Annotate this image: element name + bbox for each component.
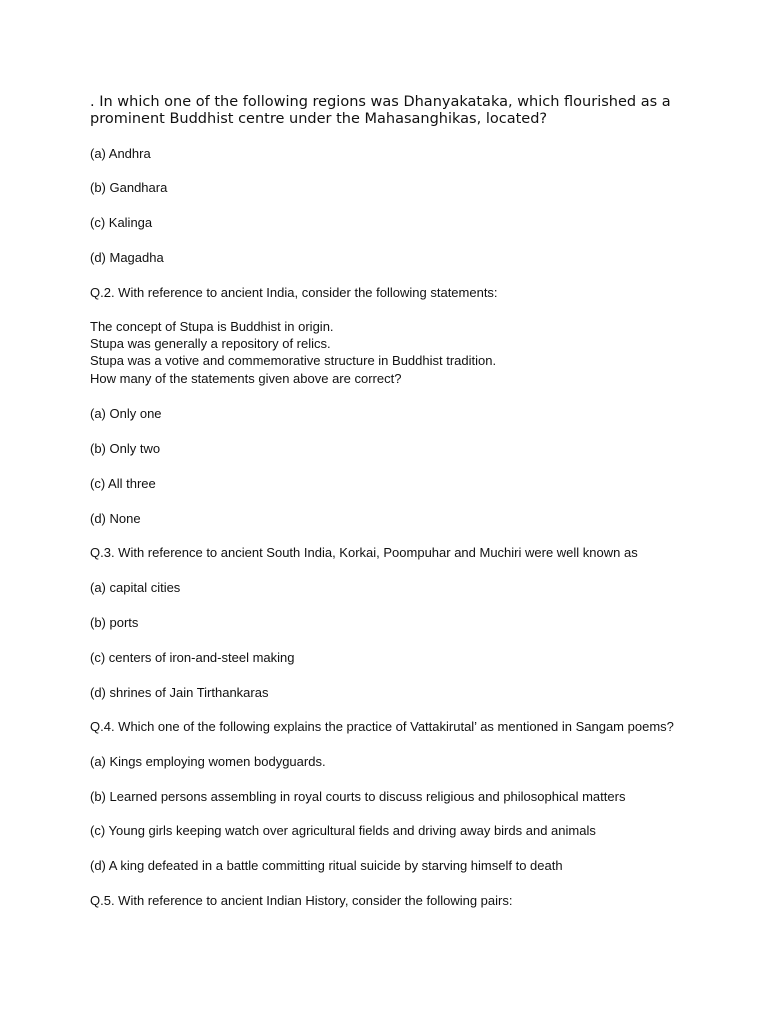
question-3-option-d: (d) shrines of Jain Tirthankaras — [90, 685, 269, 700]
question-2-text: Q.2. With reference to ancient India, consider the following statements: — [90, 285, 498, 300]
question-1-line-1: . In which one of the following regions was Dhanyakataka, which flourished as a — [90, 94, 671, 110]
question-2-statement-3: Stupa was a votive and commemorative structure in Buddhist tradition. — [90, 353, 497, 368]
question-3-option-b: (b) ports — [90, 615, 139, 630]
question-2-statement-1: The concept of Stupa is Buddhist in origin. — [90, 319, 334, 334]
question-2-option-a: (a) Only one — [90, 406, 162, 421]
question-5-text: Q.5. With reference to ancient Indian History, consider the following pairs: — [90, 893, 513, 908]
question-3-option-a: (a) capital cities — [90, 580, 181, 595]
question-2-option-d: (d) None — [90, 511, 141, 526]
question-1-option-a: (a) Andhra — [90, 146, 151, 161]
question-3-option-c: (c) centers of iron-and-steel making — [90, 650, 295, 665]
question-2-statement-2: Stupa was generally a repository of relics. — [90, 336, 331, 351]
question-4-option-a: (a) Kings employing women bodyguards. — [90, 754, 326, 769]
question-4-option-d: (d) A king defeated in a battle committing ritual suicide by starving himself to death — [90, 858, 563, 873]
question-1-line-2: prominent Buddhist centre under the Mahasanghikas, located? — [90, 111, 548, 127]
question-2-option-c: (c) All three — [90, 476, 156, 491]
question-4-text: Q.4. Which one of the following explains the practice of Vattakirutal’ as mentioned in Sangam poems? — [90, 719, 674, 734]
question-2-statement-4: How many of the statements given above are correct? — [90, 371, 402, 386]
question-4-option-c: (c) Young girls keeping watch over agricultural fields and driving away birds and animals — [90, 823, 596, 838]
question-1-option-c: (c) Kalinga — [90, 215, 153, 230]
question-1-option-b: (b) Gandhara — [90, 180, 168, 195]
question-2-option-b: (b) Only two — [90, 441, 161, 456]
question-1-option-d: (d) Magadha — [90, 250, 164, 265]
question-4-option-b: (b) Learned persons assembling in royal courts to discuss religious and philosophical matters — [90, 789, 626, 804]
question-3-text: Q.3. With reference to ancient South India, Korkai, Poompuhar and Muchiri were well known as — [90, 545, 638, 560]
